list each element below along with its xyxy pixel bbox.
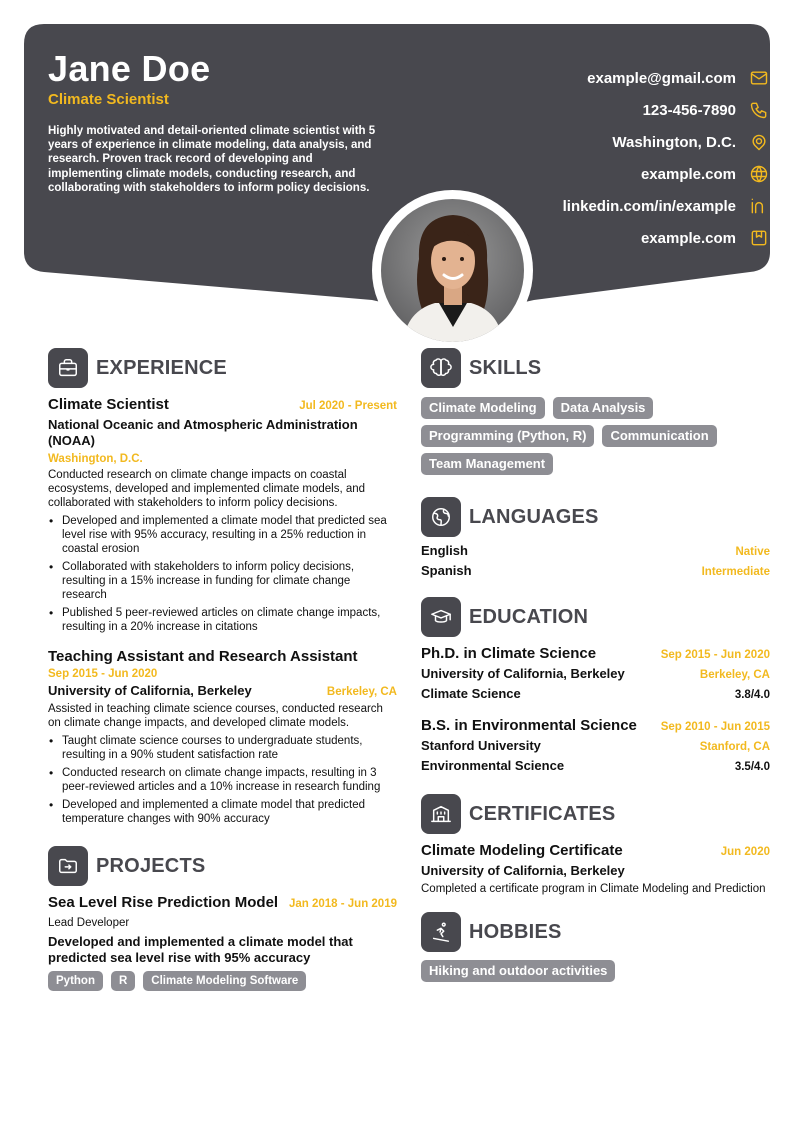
achievement-item: • Developed and implemented a climate model that predicted sea level rise with 95% accuracy, resulting in a 25% reduction in coastal erosion [48, 514, 397, 556]
project-item [48, 894, 397, 991]
experience-title: EXPERIENCE [96, 356, 227, 379]
phone-icon [748, 99, 770, 121]
skiing-icon [421, 912, 461, 952]
certificate-description: Completed a certificate program in Climate Modeling and Prediction [421, 883, 766, 895]
project-tags [48, 971, 397, 991]
job-date: Jul 2020 - Present [299, 400, 397, 412]
project-role: Lead Developer [48, 917, 130, 929]
contact-website-text[interactable]: example.com [640, 165, 736, 183]
education-item [421, 717, 770, 774]
contact-email[interactable] [470, 62, 770, 94]
contact-location [470, 126, 770, 158]
institution-icon [421, 794, 461, 834]
job-organization: National Oceanic and Atmospheric Administration (NOAA) [48, 417, 358, 448]
job-date: Sep 2015 - Jun 2020 [48, 668, 158, 680]
hobbies-title: HOBBIES [469, 920, 562, 943]
certificate-item [421, 842, 770, 896]
language-level: Intermediate [701, 566, 770, 578]
bookmark-icon [748, 227, 770, 249]
skill-tag: Climate Modeling [421, 397, 545, 419]
field-of-study: Environmental Science [421, 758, 565, 773]
language-item [421, 563, 770, 583]
skill-tag: Communication [602, 425, 716, 447]
degree-date: Sep 2010 - Jun 2015 [660, 721, 770, 733]
job-title: Climate Scientist [48, 396, 169, 413]
graduation-cap-icon [421, 597, 461, 637]
school-name: University of California, Berkeley [421, 666, 625, 681]
languages-list [421, 543, 770, 583]
project-title: Sea Level Rise Prediction Model [48, 894, 279, 911]
achievement-item: • Taught climate science courses to undergraduate students, resulting in a 90% student satisfaction rate [48, 734, 397, 762]
experience-header [48, 348, 397, 388]
job-location: Washington, D.C. [48, 453, 143, 465]
summary-text: Highly motivated and detail-oriented climate scientist with 5 years of experience in climate modeling, data analysis, and research. Proven track record of developing and implementing climate models, conducting research, and collaborating with stakeholders to inform policy decisions. [48, 125, 376, 194]
language-item [421, 543, 770, 563]
certificate-date: Jun 2020 [720, 846, 770, 858]
skills-title: SKILLS [469, 356, 542, 379]
certificate-issuer: University of California, Berkeley [421, 863, 625, 878]
education-title: EDUCATION [469, 605, 589, 628]
right-column [421, 348, 770, 982]
language-name: Spanish [421, 563, 472, 578]
skills-list [421, 397, 770, 475]
skill-tag: Data Analysis [553, 397, 654, 419]
degree-title: Ph.D. in Climate Science [421, 645, 597, 662]
job-title: Teaching Assistant and Research Assistant [48, 648, 358, 665]
brain-icon [421, 348, 461, 388]
contact-linkedin[interactable] [470, 190, 770, 222]
achievement-item: • Conducted research on climate change impacts, resulting in 3 peer-reviewed articles and a 10% increase in research funding [48, 766, 397, 794]
achievement-item: • Developed and implemented a climate model that predicted temperature changes with 90% accuracy [48, 798, 397, 826]
experience-item [48, 396, 397, 634]
gpa-value: 3.8/4.0 [734, 689, 770, 701]
achievement-item: • Collaborated with stakeholders to inform policy decisions, resulting in a 15% increase in funding for climate change research [48, 560, 397, 602]
language-level: Native [735, 546, 770, 558]
languages-header [421, 497, 770, 537]
folder-icon [48, 846, 88, 886]
hobby-tag: Hiking and outdoor activities [421, 960, 615, 982]
job-achievements [48, 734, 397, 826]
degree-date: Sep 2015 - Jun 2020 [660, 649, 770, 661]
mail-icon [748, 67, 770, 89]
job-description: Assisted in teaching climate science courses, conducted research on climate change impacts, and developed climate models. [48, 703, 383, 729]
location-pin-icon [748, 131, 770, 153]
globe-icon [748, 163, 770, 185]
project-description: Developed and implemented a climate model that predicted sea level rise with 95% accuracy [48, 934, 353, 965]
languages-title: LANGUAGES [469, 505, 599, 528]
project-tag: Climate Modeling Software [143, 971, 306, 991]
contact-portfolio-text[interactable]: example.com [640, 229, 736, 247]
skill-tag: Programming (Python, R) [421, 425, 594, 447]
degree-title: B.S. in Environmental Science [421, 717, 637, 734]
hobbies-list [421, 960, 770, 982]
project-tag: Python [48, 971, 103, 991]
left-column [48, 348, 397, 991]
certificates-header [421, 794, 770, 834]
projects-title: PROJECTS [96, 854, 206, 877]
profile-photo [372, 190, 533, 351]
project-tag: R [111, 971, 135, 991]
contact-phone-text[interactable]: 123-456-7890 [642, 101, 736, 119]
achievement-item: • Published 5 peer-reviewed articles on climate change impacts, resulting in a 20% increase in citations [48, 606, 397, 634]
education-header [421, 597, 770, 637]
school-location: Berkeley, CA [699, 669, 770, 681]
experience-item [48, 648, 397, 826]
candidate-name: Jane Doe [48, 48, 211, 89]
language-name: English [421, 543, 468, 558]
contact-linkedin-text[interactable]: linkedin.com/in/example [562, 197, 736, 215]
school-location: Stanford, CA [699, 741, 770, 753]
job-achievements [48, 514, 397, 634]
job-location: Berkeley, CA [326, 686, 397, 698]
contact-location-text: Washington, D.C. [612, 133, 736, 151]
skills-header [421, 348, 770, 388]
job-description: Conducted research on climate change impacts on coastal ecosystems, developed and implemented climate models, and collaborated with stakeholders to inform policy decisions. [48, 469, 366, 509]
candidate-title: Climate Scientist [48, 91, 169, 108]
certificates-title: CERTIFICATES [469, 802, 616, 825]
contact-phone[interactable] [470, 94, 770, 126]
projects-header [48, 846, 397, 886]
skill-tag: Team Management [421, 453, 553, 475]
contact-email-text[interactable]: example@gmail.com [587, 69, 736, 87]
linkedin-icon [748, 195, 770, 217]
briefcase-icon [48, 348, 88, 388]
contact-website[interactable] [470, 158, 770, 190]
certificate-title: Climate Modeling Certificate [421, 842, 623, 859]
school-name: Stanford University [421, 738, 541, 753]
project-date: Jan 2018 - Jun 2019 [288, 898, 397, 910]
education-item [421, 645, 770, 702]
gpa-value: 3.5/4.0 [734, 761, 770, 773]
job-organization: University of California, Berkeley [48, 683, 252, 698]
field-of-study: Climate Science [421, 686, 521, 701]
language-globe-icon [421, 497, 461, 537]
hobbies-header [421, 912, 770, 952]
